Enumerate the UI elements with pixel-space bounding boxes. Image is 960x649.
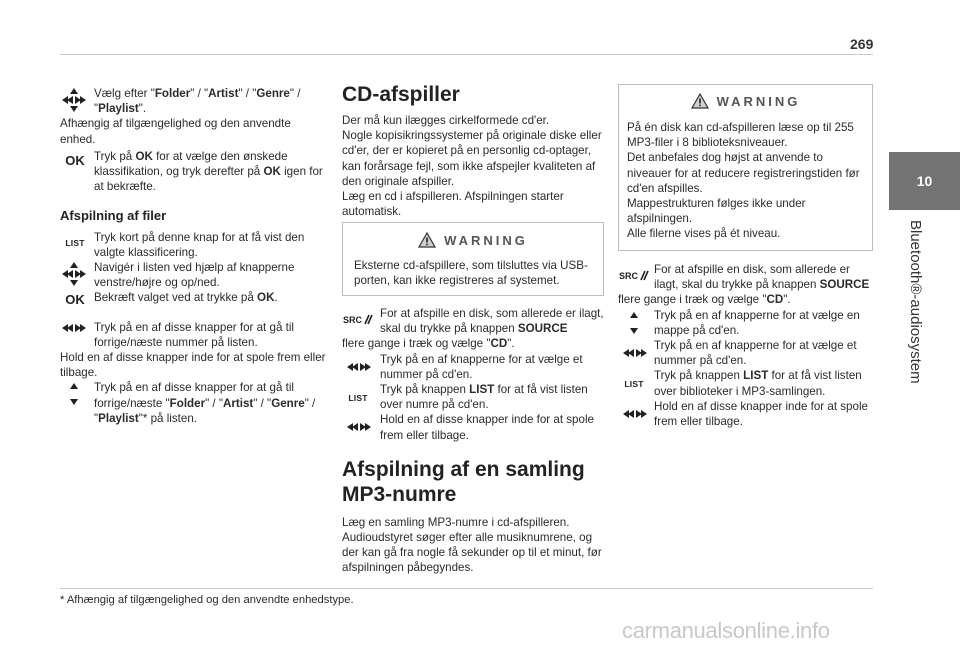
paragraph-copy-protection: Nogle kopisikringssystemer på originale diske eller cd'er, der er kopieret på en personlig cd-optager, kan forårsage fejl, som ikke afspejler kvaliteten af den originale afspiller. [342, 129, 602, 188]
warning-title: WARNING [444, 232, 528, 248]
warning-text-levels: Det anbefales dog højst at anvende to niveauer for at reducere registreringstiden før cd'en afspilles. [627, 151, 860, 195]
warning-title: WARNING [716, 93, 801, 109]
warning-text-structure: Mappestrukturen følges ikke under afspilningen. [627, 197, 806, 226]
column-2-controls: SRC For at afspille en disk, som allerede er ilagt, skal du trykke på knappen SOURCE flere gange i træk og vælge "CD". Tryk på en af knapperne for at vælge et nummer på cd'en. LIST Tryk på knappen LIST for at få vist listen over numre på cd'en. Hold en af disse knapper inde for at spole frem eller tilbage. Afspilning af en samling MP3-numre Læg en samling MP3-numre i cd-afspilleren. Audioudstyret søger efter alle musiknumrene, og der kan gå fra nogle få sekunder op til et minut, før afspilningen påbegyndes. [342, 307, 604, 575]
paragraph-list-short-press: Tryk kort på denne knap for at få vist den valgte klassificering. [94, 230, 305, 259]
paragraph-seek-cd: Hold en af disse knapper inde for at spole frem eller tilbage. [380, 413, 594, 442]
warning-triangle-icon [691, 93, 709, 109]
paragraph-navigate-list: Navigér i listen ved hjælp af knapperne venstre/højre og op/ned. [94, 261, 295, 290]
paragraph-select-source-mp3: For at afspille en disk, som allerede er ilagt, skal du trykke på knappen SOURCE [654, 263, 870, 292]
warning-box-mp3 [618, 84, 873, 251]
paragraph-mp3-search: Audioudstyret søger efter alle musiknumrene, og der kan gå fra nogle få sekunder op til et minut, før afspilningen påbegyndes. [342, 531, 602, 575]
page-number: 269 [850, 36, 874, 52]
heading-mp3-line1: Afspilning af en samling [342, 457, 585, 481]
four-way-arrows-icon [60, 260, 88, 288]
header-rule [60, 54, 873, 55]
column-2 [342, 82, 604, 219]
prev-next-arrows-icon [60, 314, 88, 342]
chapter-number: 10 [916, 173, 933, 189]
paragraph-seek: Hold en af disse knapper inde for at spole frem eller tilbage. [60, 351, 326, 380]
up-down-arrows-icon [60, 380, 88, 408]
heading-cd-player: CD-afspiller [342, 83, 460, 106]
src-button-icon [342, 307, 374, 335]
paragraph-select-category: Vælg efter "Folder" / "Artist" / "Genre" / "Playlist". [94, 87, 301, 116]
four-way-arrows-icon [60, 86, 88, 114]
warning-box-usb [342, 222, 604, 296]
warning-text-one-level: Alle filerne vises på ét niveau. [627, 227, 781, 241]
footnote: * Afhængig af tilgængelighed og den anvendte enhedstype. [60, 594, 354, 606]
svg-text:SRC: SRC [343, 315, 363, 325]
prev-next-arrows-icon [342, 413, 376, 441]
paragraph-prev-next-track: Tryk på en af disse knapper for at gå til forrige/næste nummer på listen. [94, 320, 294, 349]
column-1 [60, 86, 328, 426]
prev-next-arrows-icon [342, 353, 376, 381]
paragraph-seek-mp3: Hold en af disse knapper inde for at spole frem eller tilbage. [654, 399, 868, 429]
paragraph-select-folder: Tryk på en af knapperne for at vælge en mappe på cd'en. [654, 308, 860, 337]
chapter-title-text: Bluetooth®-audiosystem [907, 220, 924, 384]
heading-mp3-line2: MP3-numre [342, 482, 457, 506]
src-button-icon [618, 263, 650, 291]
paragraph-list-folders: Tryk på knappen LIST for at få vist listen over biblioteker i MP3-samlingen. [654, 369, 862, 398]
section-heading-files: Afspilning af filer [60, 208, 167, 224]
prev-next-arrows-icon [618, 339, 652, 367]
list-button-icon: LIST [65, 237, 85, 248]
paragraph-prev-next-category: Tryk på en af disse knapper for at gå til forrige/næste "Folder" / "Artist" / "Genre" / "Playlist"* på listen. [94, 381, 316, 425]
column-3-controls: SRC For at afspille en disk, som allerede er ilagt, skal du trykke på knappen SOURCE flere gange i træk og vælge "CD". Tryk på en af knapperne for at vælge en mappe på cd'en. Tryk på en af knapperne for at vælge et nummer på cd'en. LIST Tryk på knappen LIST for at få vist listen over biblioteker i MP3-samlingen. Hold en af disse knapper inde for at spole frem eller tilbage. [618, 262, 876, 429]
paragraph-select-track: Tryk på en af knapperne for at vælge et nummer på cd'en. [380, 352, 583, 381]
list-button-icon: LIST [348, 393, 368, 404]
paragraph-select-source-cd: For at afspille en disk, som allerede er ilagt, skal du trykke på knappen SOURCE [380, 307, 604, 336]
chapter-tab [889, 152, 960, 210]
list-button-icon: LIST [624, 379, 644, 390]
prev-next-arrows-icon [618, 400, 652, 428]
paragraph-insert-mp3: Læg en samling MP3-numre i cd-afspilleren. [342, 515, 570, 529]
footer-rule [60, 588, 873, 589]
warning-text-capacity: På én disk kan cd-afspilleren læse op til 255 MP3-filer i 8 biblioteksniveauer. [627, 121, 854, 150]
paragraph-insert-cd: Læg en cd i afspilleren. Afspilningen starter automatisk. [342, 190, 564, 219]
paragraph-availability: Afhængig af tilgængelighed og den anvendte enhed. [60, 117, 291, 146]
ok-button-icon: OK [65, 292, 85, 308]
paragraph-confirm-ok: Tryk på OK for at vælge den ønskede klassifikation, og tryk derefter på OK igen for at bekræfte. [94, 149, 323, 194]
warning-text: Eksterne cd-afspillere, som tilsluttes via USB-porten, kan ikke registreres af systemet. [354, 259, 588, 288]
paragraph-select-mp3-track: Tryk på en af knapperne for at vælge et nummer på cd'en. [654, 339, 857, 368]
watermark: carmanualsonline.info [622, 618, 830, 643]
chapter-title [906, 220, 926, 410]
paragraph-round-discs: Der må kun ilægges cirkelformede cd'er. [342, 114, 550, 127]
paragraph-confirm-selection: Bekræft valget ved at trykke på OK. [94, 291, 278, 305]
up-down-arrows-icon [618, 309, 650, 337]
paragraph-list-tracks: Tryk på knappen LIST for at få vist listen over numre på cd'en. [380, 383, 588, 412]
warning-triangle-icon [418, 232, 436, 248]
svg-text:SRC: SRC [619, 271, 639, 281]
ok-button-icon: OK [65, 152, 85, 168]
